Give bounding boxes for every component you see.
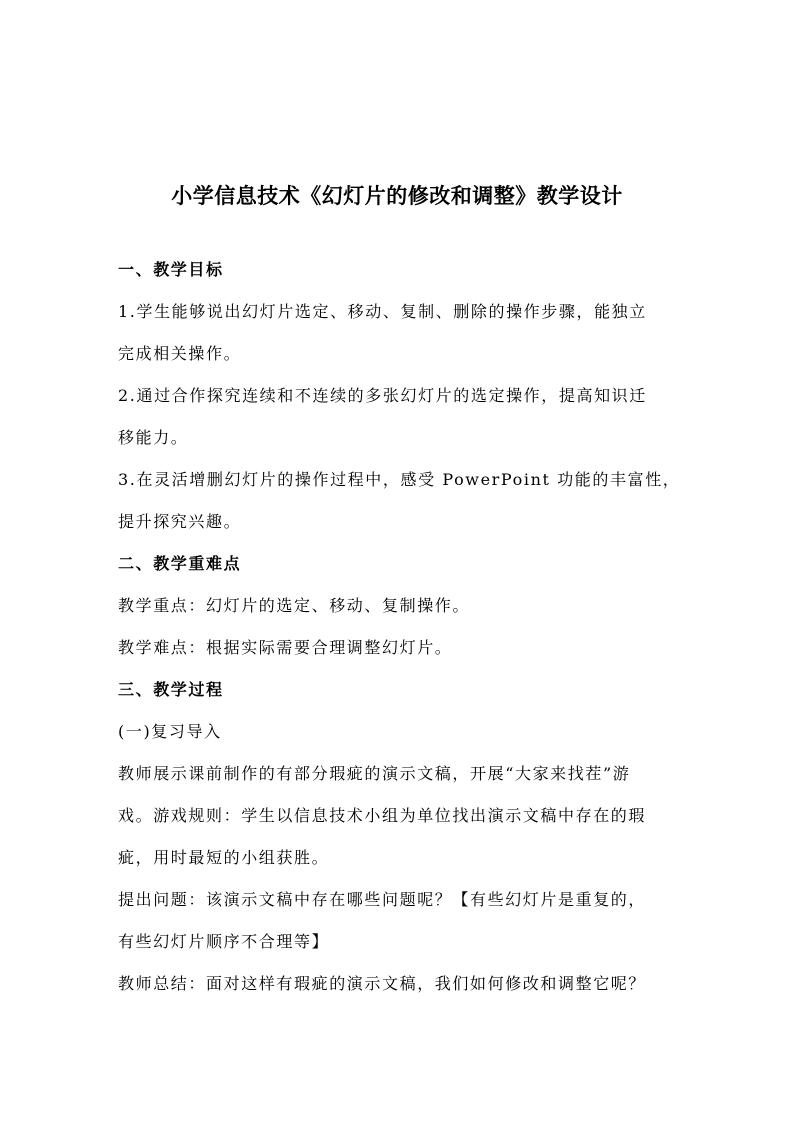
paragraph-line: 教师总结：面对这样有瑕疵的演示文稿，我们如何修改和调整它呢？ (118, 974, 647, 993)
section-heading-objectives: 一、教学目标 (118, 260, 224, 279)
subsection-heading: (一)复习导入 (118, 722, 222, 741)
section-heading-process: 三、教学过程 (118, 680, 224, 699)
paragraph-line: 1.学生能够说出幻灯片选定、移动、复制、删除的操作步骤，能独立 (118, 302, 647, 321)
section-heading-key-points: 二、教学重难点 (118, 554, 242, 573)
paragraph-line: 提升探究兴趣。 (118, 512, 242, 531)
paragraph-line: 提出问题：该演示文稿中存在哪些问题呢？【有些幻灯片是重复的， (118, 890, 647, 909)
paragraph-line: 2.通过合作探究连续和不连续的多张幻灯片的选定操作，提高知识迁 (118, 386, 647, 405)
document-body (118, 249, 688, 1005)
paragraph-line: 有些幻灯片顺序不合理等】 (118, 932, 330, 951)
paragraph-line: 疵，用时最短的小组获胜。 (118, 848, 330, 867)
paragraph-line: 教学重点：幻灯片的选定、移动、复制操作。 (118, 596, 471, 615)
paragraph-line: 教师展示课前制作的有部分瑕疵的演示文稿，开展“大家来找茬”游 (118, 764, 631, 783)
paragraph-line: 戏。游戏规则：学生以信息技术小组为单位找出演示文稿中存在的瑕 (118, 806, 647, 825)
document-title: 小学信息技术《幻灯片的修改和调整》教学设计 (171, 184, 623, 208)
paragraph-line: 完成相关操作。 (118, 344, 242, 363)
paragraph-line: 教学难点：根据实际需要合理调整幻灯片。 (118, 638, 453, 657)
paragraph-line: 移能力。 (118, 428, 189, 447)
paragraph-line: 3.在灵活增删幻灯片的操作过程中，感受 PowerPoint 功能的丰富性， (118, 470, 681, 489)
